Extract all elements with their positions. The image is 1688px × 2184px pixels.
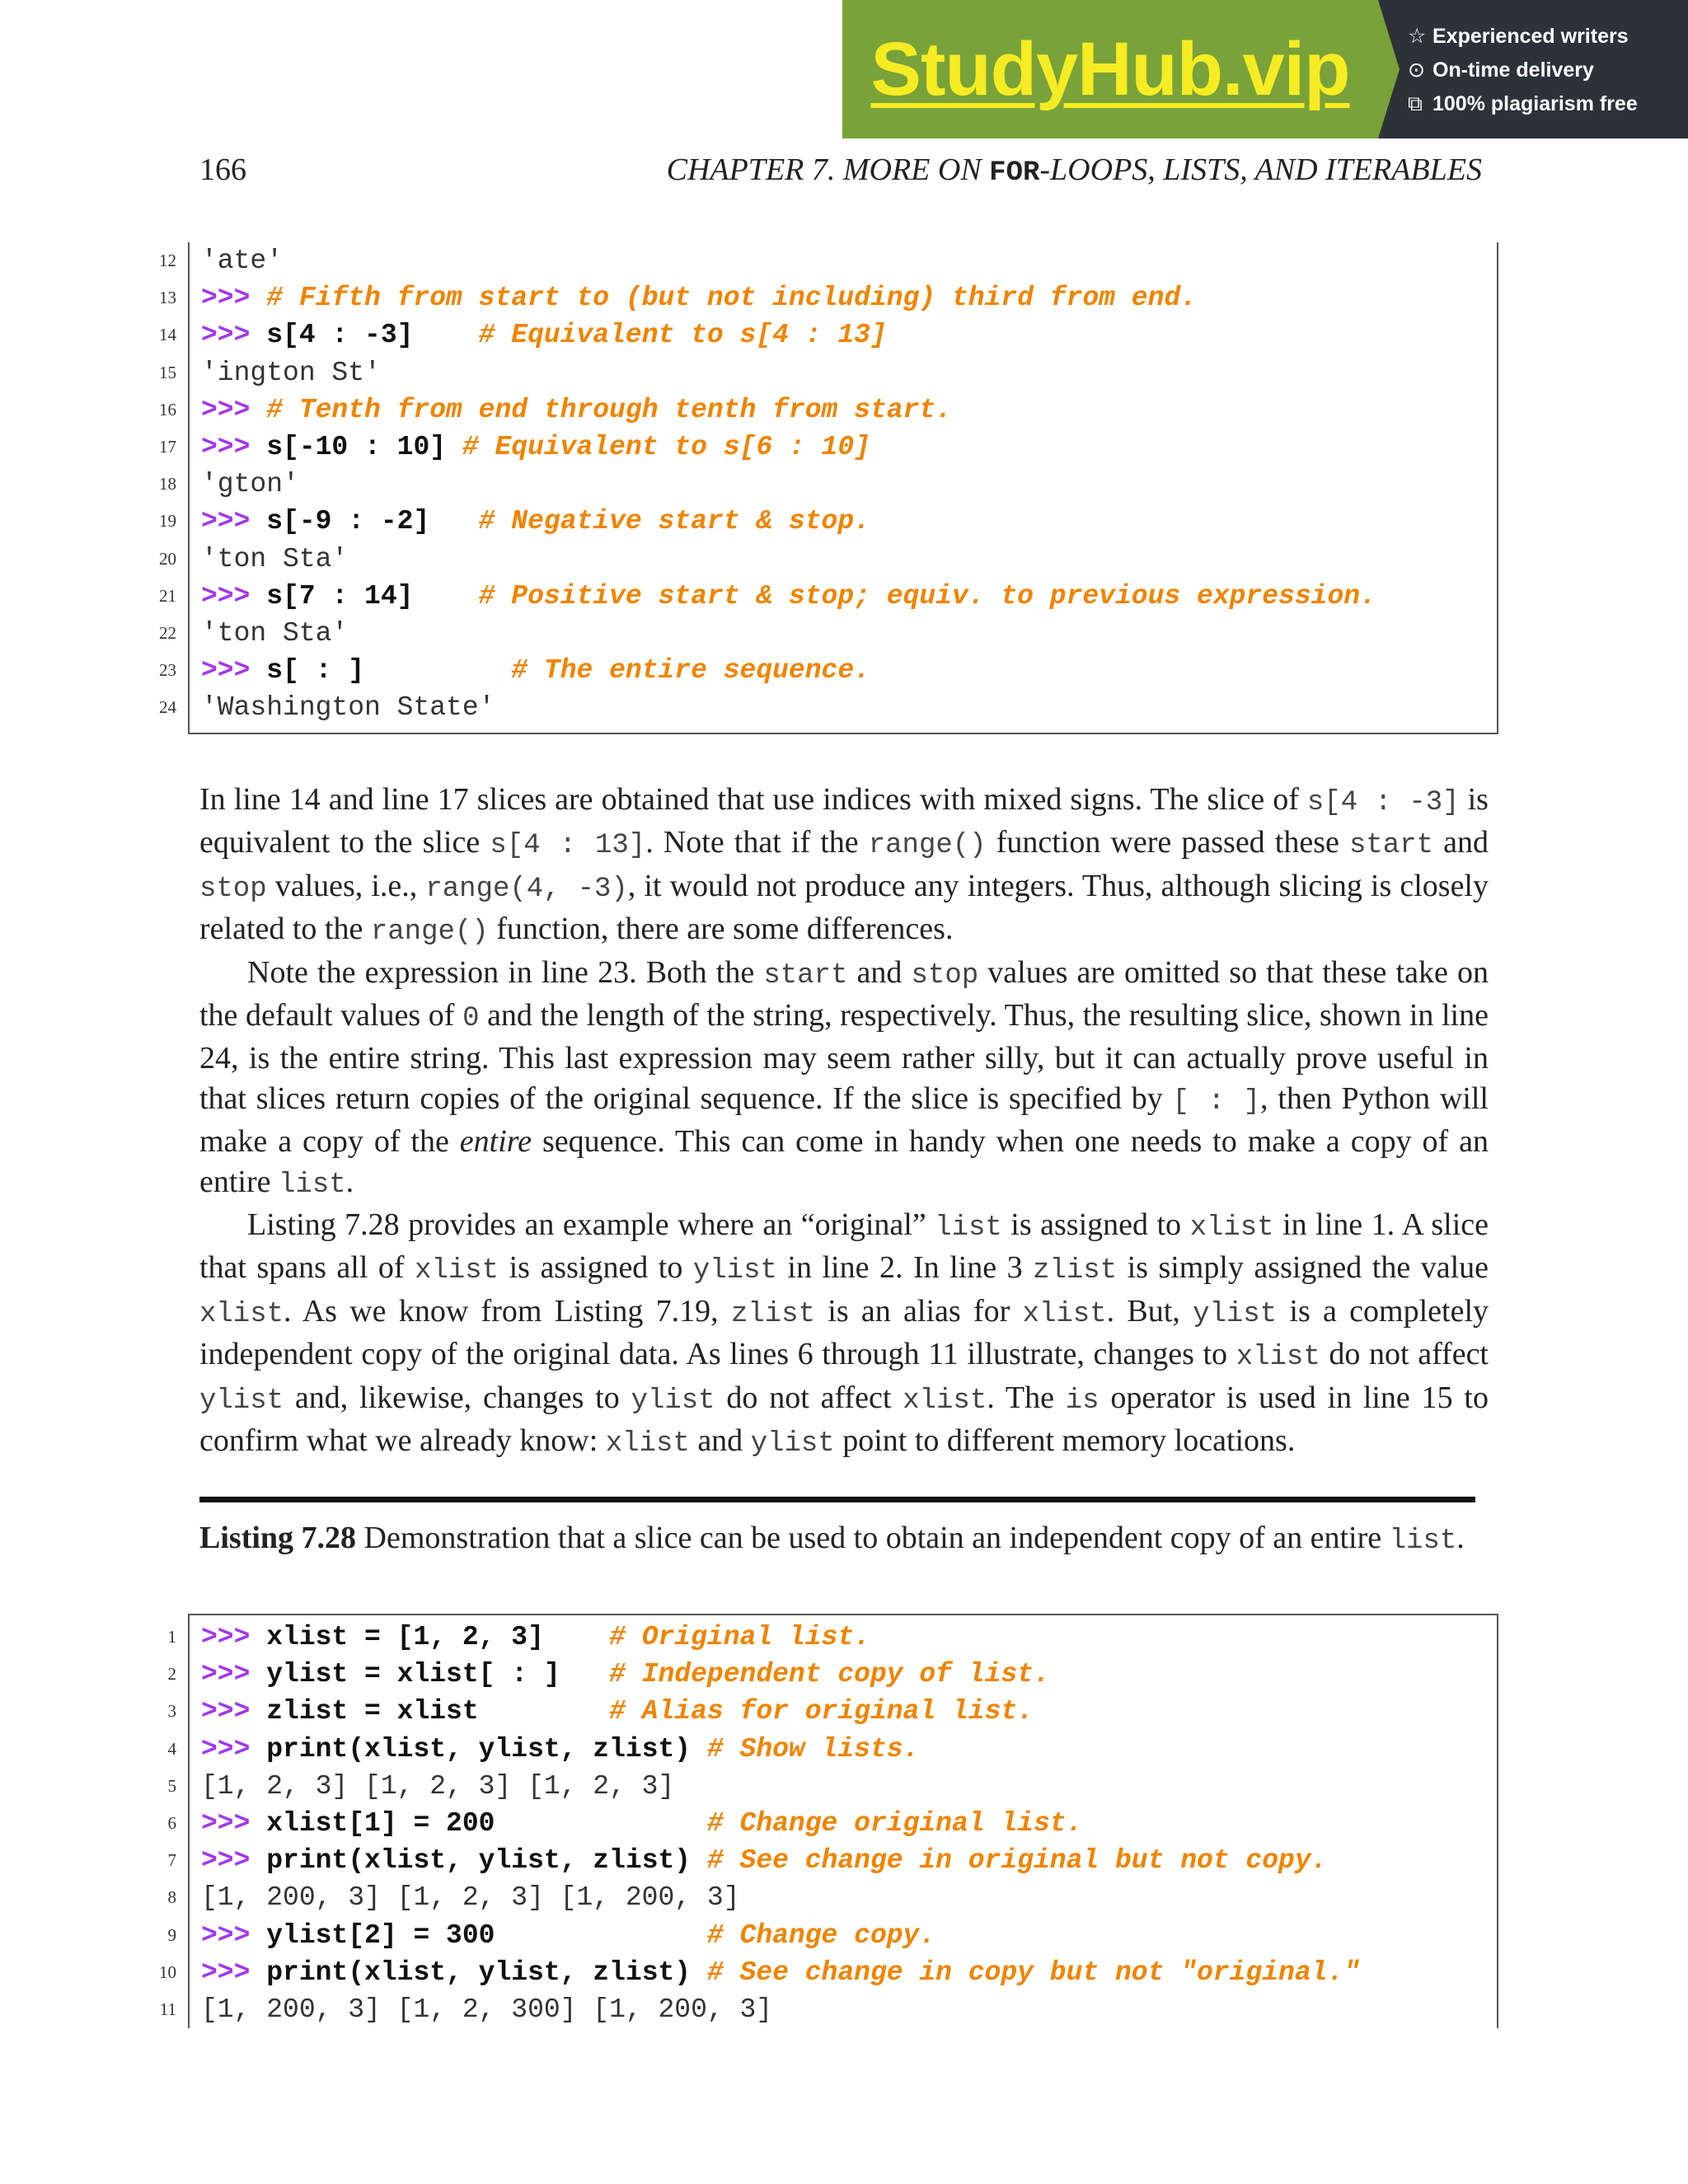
- text-run: , then Python will make a copy of the: [199, 1080, 1489, 1160]
- code-command: s[4 : -3]: [266, 320, 479, 351]
- code-text: [201, 1917, 935, 1954]
- text-run: values, i.e.,: [266, 868, 426, 903]
- inline-code: xlist: [903, 1385, 987, 1417]
- inline-code: s[4 : -3]: [1306, 787, 1460, 818]
- inline-code: stop: [199, 873, 267, 905]
- inline-code: range(): [370, 916, 489, 949]
- code-line: [159, 354, 1497, 391]
- text-run: . As we know from Listing 7.19,: [284, 1293, 731, 1329]
- inline-code: xlist: [1189, 1212, 1274, 1244]
- code-comment: # Change copy.: [706, 1919, 936, 1951]
- inline-code: list: [279, 1169, 346, 1201]
- code-output: [1, 200, 3] [1, 2, 300] [1, 200, 3]: [201, 1994, 773, 2025]
- code-text: [201, 1731, 919, 1768]
- code-prompt: >>>: [201, 580, 267, 612]
- code-line: [167, 1693, 1497, 1730]
- code-line: [159, 242, 1497, 279]
- code-text: [201, 503, 870, 540]
- code-comment: # Alias for original list.: [609, 1696, 1034, 1727]
- code-text: [201, 242, 283, 279]
- code-output: 'Washington State': [201, 692, 495, 724]
- code-prompt: >>>: [201, 1659, 267, 1690]
- code-comment: # The entire sequence.: [511, 655, 870, 687]
- inline-code: ylist: [199, 1385, 284, 1417]
- code-comment: # Independent copy of list.: [609, 1659, 1050, 1690]
- code-text: [201, 1954, 1360, 1991]
- text-run: sequence. This can come in handy when one needs to make a copy of an entire: [199, 1124, 1489, 1199]
- inline-code: xlist: [1236, 1342, 1320, 1374]
- code-command: print(xlist, ylist, zlist): [266, 1845, 707, 1877]
- code-output: 'ate': [201, 246, 284, 276]
- code-prompt: >>>: [201, 1919, 267, 1951]
- copy-icon: ⧉: [1408, 92, 1423, 115]
- code-line: [167, 1842, 1497, 1879]
- code-prompt: >>>: [201, 283, 267, 314]
- banner-feature-item: [1408, 54, 1688, 87]
- line-number: 15: [159, 362, 176, 382]
- text-run: . Note that if the: [645, 825, 869, 860]
- line-number: 16: [159, 399, 176, 419]
- inline-code: [ : ]: [1172, 1085, 1261, 1118]
- code-output: [1, 2, 3] [1, 2, 3] [1, 2, 3]: [201, 1770, 675, 1802]
- code-command: zlist = xlist: [266, 1696, 610, 1727]
- code-line: [159, 316, 1497, 354]
- code-line: [167, 1768, 1497, 1805]
- inline-code: zlist: [730, 1298, 815, 1330]
- code-text: [201, 652, 870, 689]
- code-comment: # Show lists.: [706, 1733, 920, 1765]
- text-run: function were passed these: [986, 825, 1349, 860]
- text-run: is assigned to: [1001, 1207, 1190, 1243]
- text-run: and: [1433, 825, 1489, 860]
- code-comment: # See change in copy but not "original.": [706, 1957, 1361, 1988]
- text-run: Listing 7.28 provides an example where an “original”: [247, 1207, 935, 1243]
- code-text: [201, 578, 1376, 615]
- text-run: in line 1. A slice that spans all of: [199, 1207, 1489, 1286]
- banner-feature-text: Experienced writers: [1432, 25, 1629, 48]
- code-text: [201, 279, 1197, 316]
- code-text: [201, 1656, 1050, 1693]
- text-run: Note the expression in line 23. Both the: [247, 954, 764, 990]
- paragraph: [199, 1205, 1489, 1464]
- listing-caption-code: list: [1389, 1526, 1457, 1557]
- code-text: [201, 1805, 1082, 1842]
- code-command: s[7 : 14]: [266, 580, 479, 612]
- code-text: [201, 1619, 870, 1656]
- code-prompt: >>>: [201, 506, 267, 537]
- text-run: and: [689, 1423, 751, 1459]
- code-text: [201, 316, 887, 354]
- code-line: [159, 503, 1497, 540]
- emphasis: entire: [459, 1124, 532, 1160]
- line-number: 4: [167, 1738, 176, 1759]
- text-run: . But,: [1106, 1293, 1193, 1329]
- code-output: 'ton Sta': [201, 617, 349, 649]
- code-text: [201, 1879, 740, 1916]
- line-number: 7: [167, 1850, 176, 1871]
- code-comment: # Negative start & stop.: [478, 506, 870, 537]
- code-line: [159, 652, 1497, 689]
- code-line: [167, 1917, 1497, 1954]
- code-line: [167, 1805, 1497, 1842]
- code-line: [159, 391, 1497, 429]
- banner-arrow-shape: [1378, 0, 1400, 138]
- inline-code: ylist: [1193, 1298, 1278, 1330]
- code-line: [159, 689, 1497, 726]
- line-number: 10: [159, 1961, 176, 1982]
- text-run: , it would not produce any integers. Thus, although slicing is closely related to the: [199, 868, 1489, 947]
- listing-caption-end: .: [1456, 1521, 1465, 1555]
- inline-code: xlist: [199, 1298, 284, 1330]
- code-text: [201, 541, 348, 578]
- code-prompt: >>>: [201, 431, 267, 462]
- code-text: [201, 391, 952, 429]
- code-command: xlist = [1, 2, 3]: [266, 1622, 610, 1652]
- line-number: 22: [159, 622, 176, 643]
- code-prompt: >>>: [201, 320, 267, 351]
- code-command: ylist[2] = 300: [266, 1919, 707, 1951]
- code-text: [201, 1842, 1327, 1879]
- banner-logo-panel: [842, 0, 1378, 138]
- code-text: [201, 1768, 674, 1805]
- code-comment: # Tenth from end through tenth from start.: [266, 394, 952, 425]
- code-output: 'ton Sta': [201, 543, 349, 574]
- paragraph: [199, 953, 1489, 1205]
- line-number: 6: [167, 1812, 176, 1833]
- text-run: do not affect: [715, 1380, 903, 1415]
- inline-code: ylist: [631, 1385, 715, 1417]
- chapter-title-for: FOR: [989, 157, 1040, 189]
- text-run: is equivalent to the slice: [199, 782, 1489, 860]
- inline-code: ylist: [692, 1255, 777, 1287]
- text-run: .: [345, 1164, 354, 1199]
- banner-feature-text: On-time delivery: [1432, 59, 1594, 82]
- text-run: and the length of the string, respectively. Thus, the resulting slice, shown in line 24, is the entire string. This last expression may seem rather silly, but it can actually prove useful in that slices return copies of the original sequence. If the slice is specified by: [199, 998, 1489, 1116]
- line-number: 18: [159, 474, 176, 494]
- code-text: [201, 429, 870, 466]
- code-command: print(xlist, ylist, zlist): [266, 1733, 707, 1765]
- code-line: [167, 1879, 1497, 1916]
- banner-feature-list: [1408, 20, 1688, 121]
- listing-caption: [199, 1518, 1489, 1561]
- listing-top-rule: [199, 1497, 1475, 1502]
- line-number: 2: [167, 1664, 176, 1685]
- code-output: 'gton': [201, 469, 299, 500]
- line-number: 1: [167, 1627, 176, 1647]
- code-text: [201, 615, 348, 652]
- body-text: [199, 780, 1489, 1465]
- inline-code: ylist: [750, 1428, 835, 1460]
- line-number: 19: [159, 511, 176, 532]
- code-line: [159, 541, 1497, 578]
- line-number: 8: [167, 1887, 176, 1908]
- listing-caption-label: Listing 7.28: [199, 1521, 357, 1555]
- code-command: print(xlist, ylist, zlist): [266, 1957, 707, 1988]
- code-prompt: >>>: [201, 1807, 267, 1839]
- code-command: s[-9 : -2]: [266, 506, 479, 537]
- code-prompt: >>>: [201, 1696, 267, 1727]
- text-run: and, likewise, changes to: [284, 1380, 631, 1415]
- inline-code: xlist: [605, 1428, 690, 1460]
- code-prompt: >>>: [201, 1622, 267, 1652]
- inline-code: s[4 : 13]: [490, 830, 646, 862]
- code-text: [201, 689, 495, 726]
- line-number: 11: [159, 1999, 176, 2019]
- text-run: . The: [987, 1380, 1066, 1415]
- text-run: and: [847, 954, 912, 990]
- code-line: [159, 615, 1497, 652]
- code-text: [201, 1693, 1034, 1730]
- line-number: 5: [167, 1775, 176, 1796]
- code-comment: # Positive start & stop; equiv. to previous expression.: [478, 580, 1376, 612]
- inline-code: start: [763, 959, 848, 991]
- code-line: [159, 1991, 1497, 2028]
- line-number: 21: [159, 585, 176, 606]
- inline-code: is: [1065, 1385, 1100, 1417]
- star-icon: ☆: [1408, 25, 1427, 48]
- text-run: is an alias for: [814, 1293, 1023, 1329]
- inline-code: start: [1349, 830, 1434, 862]
- studyhub-logo[interactable]: StudyHub.vip: [870, 26, 1350, 111]
- chapter-title: [667, 152, 1482, 189]
- line-number: 24: [159, 697, 176, 718]
- studyhub-banner[interactable]: [842, 0, 1688, 138]
- text-run: operator is used in line 15 to confirm what we already know:: [199, 1380, 1489, 1459]
- inline-code: list: [935, 1212, 1002, 1244]
- inline-code: xlist: [415, 1255, 499, 1287]
- code-line: [159, 578, 1497, 615]
- line-number: 12: [159, 251, 176, 270]
- inline-code: range(4, -3): [425, 873, 628, 905]
- text-run: point to different memory locations.: [834, 1423, 1296, 1459]
- code-prompt: >>>: [201, 1733, 267, 1765]
- code-line: [167, 1619, 1497, 1656]
- line-number: 20: [159, 548, 176, 569]
- code-line: [159, 1954, 1497, 1991]
- text-run: do not affect: [1320, 1337, 1489, 1372]
- code-prompt: >>>: [201, 1957, 267, 1988]
- code-listing-7-28: [159, 1614, 1498, 2028]
- line-number: 14: [159, 325, 176, 345]
- text-run: in line 2. In line 3: [776, 1250, 1034, 1286]
- chapter-title-suffix: -LOOPS, LISTS, AND ITERABLES: [1039, 152, 1482, 187]
- listing-caption-text: Demonstration that a slice can be used to obtain an independent copy of an entire: [356, 1521, 1390, 1555]
- code-comment: # Original list.: [609, 1622, 870, 1652]
- code-command: xlist[1] = 200: [266, 1807, 707, 1839]
- text-run: values are omitted so that these take on the default values of: [199, 954, 1489, 1033]
- banner-feature-item: [1408, 87, 1688, 121]
- code-comment: # See change in original but not copy.: [706, 1845, 1328, 1877]
- text-run: is simply assigned the value: [1117, 1250, 1489, 1286]
- code-comment: # Fifth from start to (but not including) third from end.: [266, 283, 1198, 314]
- code-text: [201, 466, 299, 503]
- line-number: 3: [167, 1701, 176, 1722]
- line-number: 17: [159, 436, 176, 457]
- code-text: [201, 354, 381, 391]
- page-number: 166: [199, 152, 246, 187]
- code-listing-continued: [159, 242, 1498, 734]
- code-comment: # Change original list.: [706, 1807, 1083, 1839]
- inline-code: zlist: [1033, 1255, 1118, 1287]
- code-text: [201, 1991, 772, 2028]
- code-command: ylist = xlist[ : ]: [266, 1659, 610, 1690]
- inline-code: stop: [911, 959, 979, 991]
- code-command: s[-10 : 10]: [266, 431, 462, 462]
- inline-code: 0: [462, 1003, 480, 1035]
- code-line: [159, 466, 1497, 503]
- code-prompt: >>>: [201, 394, 267, 425]
- banner-feature-text: 100% plagiarism free: [1432, 92, 1638, 115]
- line-number: 23: [159, 660, 176, 681]
- code-line: [167, 1731, 1497, 1768]
- code-prompt: >>>: [201, 655, 267, 687]
- code-output: [1, 200, 3] [1, 2, 3] [1, 200, 3]: [201, 1882, 740, 1914]
- code-line: [159, 429, 1497, 466]
- code-line: [159, 279, 1497, 316]
- clock-icon: ⊙: [1408, 59, 1425, 82]
- code-command: s[ : ]: [266, 655, 512, 687]
- code-line: [167, 1656, 1497, 1693]
- text-run: In line 14 and line 17 slices are obtained that use indices with mixed signs. The slice of: [199, 782, 1307, 817]
- chapter-title-prefix: CHAPTER 7. MORE ON: [666, 152, 990, 187]
- code-comment: # Equivalent to s[4 : 13]: [478, 320, 887, 351]
- line-number: 13: [159, 288, 176, 308]
- text-run: function, there are some differences.: [488, 912, 954, 947]
- code-comment: # Equivalent to s[6 : 10]: [462, 431, 870, 462]
- code-prompt: >>>: [201, 1845, 267, 1877]
- banner-feature-item: [1408, 20, 1688, 54]
- line-number: 9: [167, 1924, 176, 1945]
- inline-code: range(): [868, 830, 987, 862]
- paragraph: [199, 780, 1489, 953]
- inline-code: xlist: [1022, 1298, 1107, 1330]
- text-run: is a completely independent copy of the original data. As lines 6 through 11 illustrate, changes to: [199, 1293, 1489, 1372]
- code-output: 'ington St': [201, 357, 381, 388]
- text-run: is assigned to: [499, 1250, 693, 1286]
